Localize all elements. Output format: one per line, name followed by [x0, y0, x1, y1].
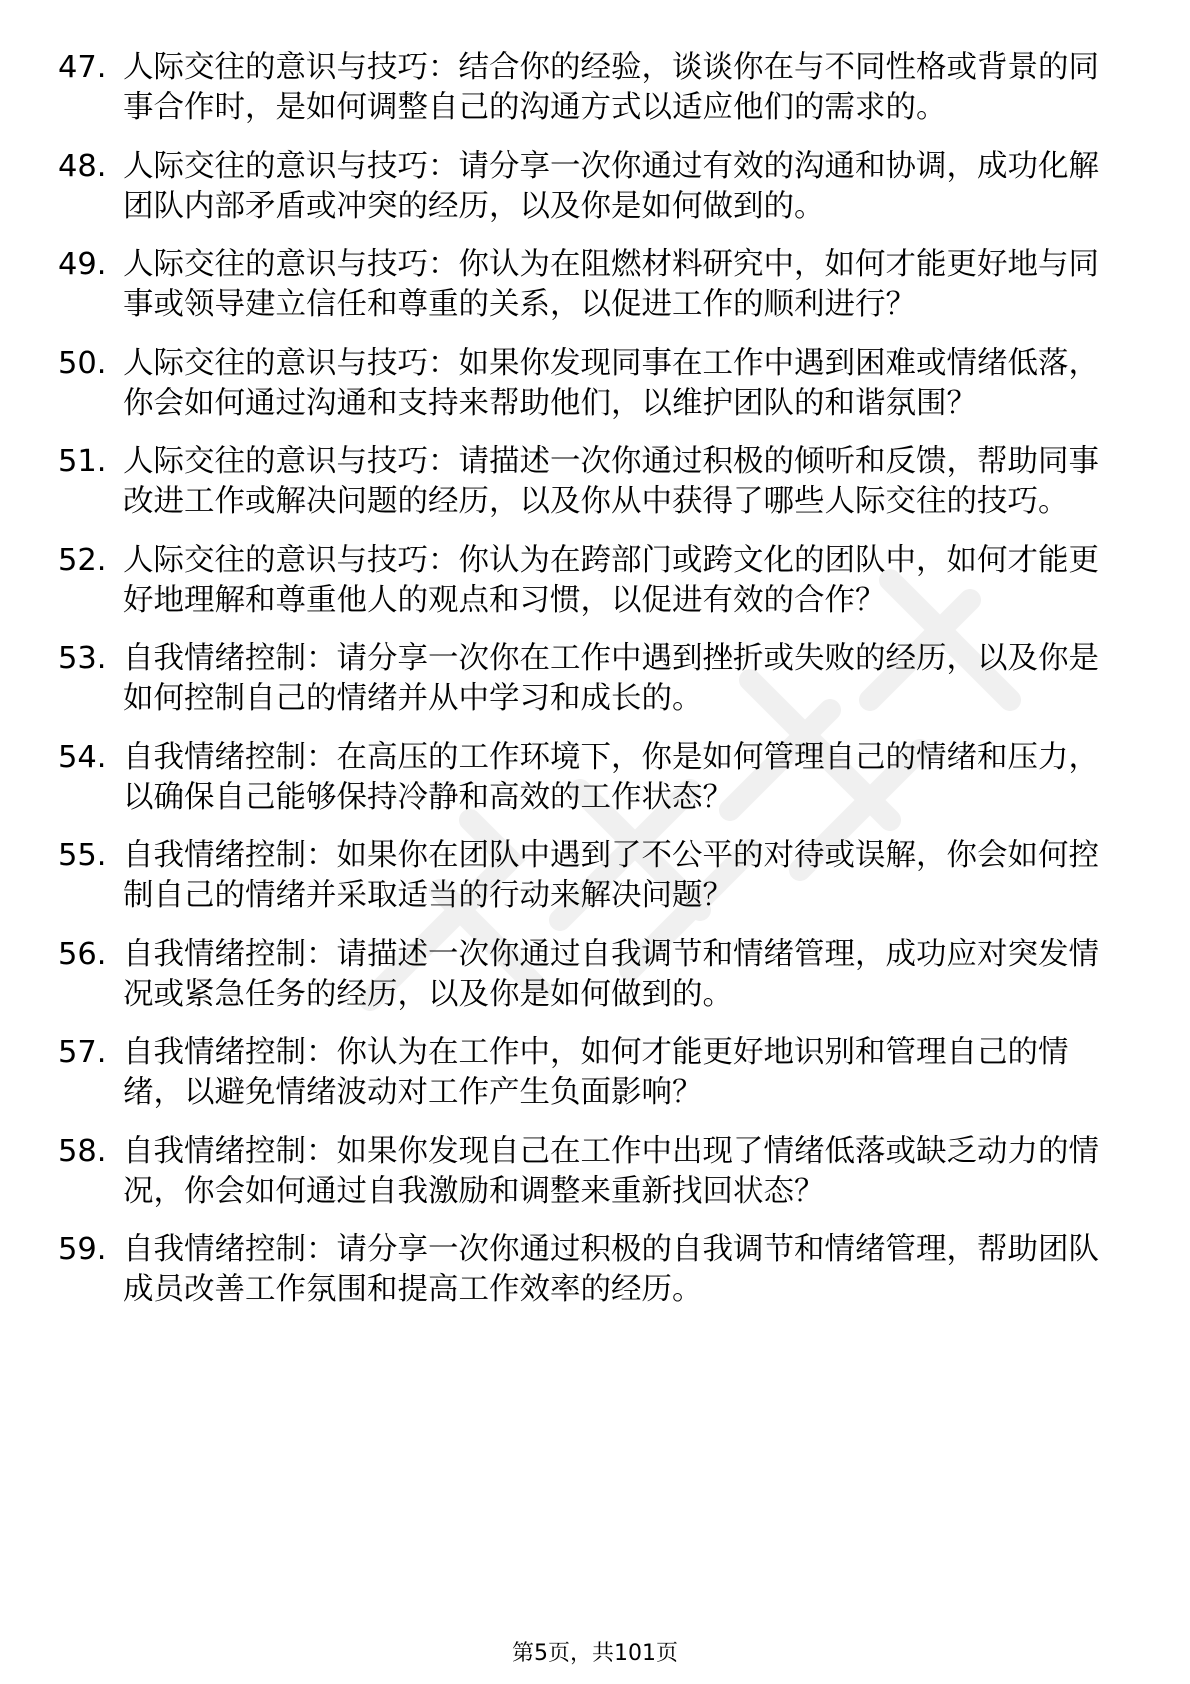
question-number: 59.	[58, 1232, 107, 1267]
question-number: 54.	[58, 739, 107, 775]
question-item	[58, 541, 1118, 621]
question-item	[58, 639, 1118, 719]
page-footer	[0, 1640, 1190, 1668]
question-text: 人际交往的意识与技巧：请分享一次你通过有效的沟通和协调，成功化解团队内部矛盾或冲突的经历，以及你是如何做到的。	[123, 148, 1099, 224]
question-number: 48.	[58, 148, 107, 184]
question-item	[58, 344, 1118, 424]
question-item	[58, 1033, 1118, 1113]
question-text: 自我情绪控制：请分享一次你在工作中遇到挫折或失败的经历，以及你是如何控制自己的情绪并从中学习和成长的。	[123, 641, 1099, 716]
question-number: 51.	[58, 444, 107, 479]
question-text: 人际交往的意识与技巧：请描述一次你通过积极的倾听和反馈，帮助同事改进工作或解决问题的经历，以及你从中获得了哪些人际交往的技巧。	[123, 444, 1099, 519]
question-item	[58, 245, 1118, 325]
question-text: 自我情绪控制：你认为在工作中，如何才能更好地识别和管理自己的情绪，以避免情绪波动对工作产生负面影响？	[123, 1035, 1069, 1110]
question-number: 58.	[58, 1133, 107, 1169]
question-item	[58, 442, 1118, 522]
question-item	[58, 1132, 1118, 1212]
question-text: 自我情绪控制：请描述一次你通过自我调节和情绪管理，成功应对突发情况或紧急任务的经历，以及你是如何做到的。	[123, 936, 1099, 1012]
question-item	[58, 738, 1118, 818]
page-number-label: 第5页，共101页	[512, 1641, 678, 1666]
question-item	[58, 48, 1118, 128]
question-text: 人际交往的意识与技巧：结合你的经验，谈谈你在与不同性格或背景的同事合作时，是如何调整自己的沟通方式以适应他们的需求的。	[123, 50, 1099, 125]
question-text: 人际交往的意识与技巧：如果你发现同事在工作中遇到困难或情绪低落，你会如何通过沟通和支持来帮助他们，以维护团队的和谐氛围？	[123, 345, 1099, 421]
question-item	[58, 1230, 1118, 1310]
question-number: 56.	[58, 936, 107, 972]
question-item	[58, 935, 1118, 1015]
question-text: 自我情绪控制：如果你在团队中遇到了不公平的对待或误解，你会如何控制自己的情绪并采取适当的行动来解决问题？	[123, 838, 1099, 913]
question-number: 50.	[58, 345, 107, 381]
question-text: 自我情绪控制：在高压的工作环境下，你是如何管理自己的情绪和压力，以确保自己能够保持冷静和高效的工作状态？	[123, 739, 1099, 815]
question-number: 53.	[58, 641, 107, 676]
question-text: 人际交往的意识与技巧：你认为在阻燃材料研究中，如何才能更好地与同事或领导建立信任和尊重的关系，以促进工作的顺利进行？	[123, 247, 1099, 322]
question-number: 52.	[58, 542, 107, 578]
question-item	[58, 836, 1118, 916]
question-item	[58, 147, 1118, 227]
question-number: 49.	[58, 247, 107, 282]
question-list	[58, 48, 1118, 1329]
question-number: 55.	[58, 838, 107, 873]
question-text: 人际交往的意识与技巧：你认为在跨部门或跨文化的团队中，如何才能更好地理解和尊重他人的观点和习惯，以促进有效的合作？	[123, 542, 1099, 618]
question-number: 47.	[58, 50, 107, 85]
question-text: 自我情绪控制：请分享一次你通过积极的自我调节和情绪管理，帮助团队成员改善工作氛围和提高工作效率的经历。	[123, 1232, 1099, 1307]
question-number: 57.	[58, 1035, 107, 1070]
question-text: 自我情绪控制：如果你发现自己在工作中出现了情绪低落或缺乏动力的情况，你会如何通过自我激励和调整来重新找回状态？	[123, 1133, 1099, 1209]
